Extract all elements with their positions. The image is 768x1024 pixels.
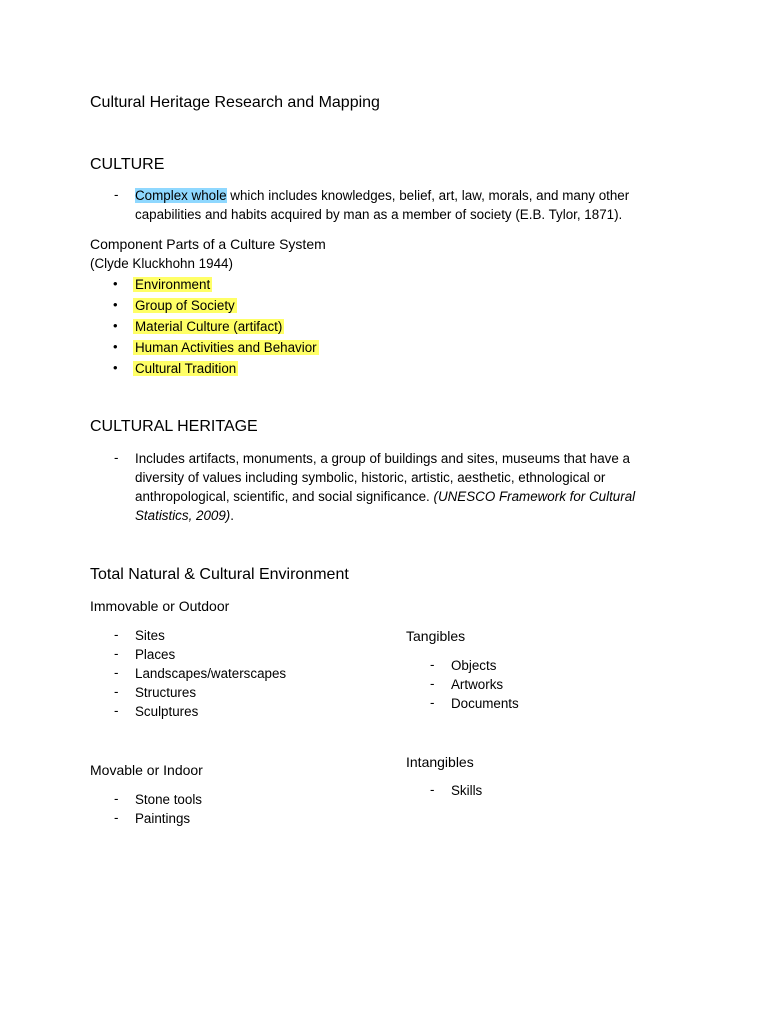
dash-marker: -	[430, 657, 435, 672]
heritage-line3-text: anthropological, scientific, and social significance.	[135, 489, 434, 504]
list-item: Landscapes/waterscapes	[135, 666, 287, 681]
bullet-icon: •	[113, 297, 118, 312]
component-item-label: Environment	[135, 277, 211, 292]
heritage-line2: diversity of values including symbolic, historic, artistic, aesthetic, ethnological or	[135, 470, 606, 485]
bullet-icon: •	[113, 318, 118, 333]
dash-marker: -	[114, 684, 119, 699]
culture-definition-line1	[135, 186, 629, 205]
dash-marker: -	[114, 450, 119, 465]
culture-definition-line2: capabilities and habits acquired by man as a member of society (E.B. Tylor, 1871).	[135, 207, 623, 222]
dash-marker: -	[114, 627, 119, 642]
component-parts-heading: Component Parts of a Culture System	[90, 236, 326, 252]
dash-marker: -	[430, 782, 435, 797]
movable-heading: Movable or Indoor	[90, 762, 203, 778]
definition-text: which includes knowledges, belief, art, law, morals, and many other	[226, 188, 630, 203]
list-item: Sites	[135, 628, 165, 643]
document-title: Cultural Heritage Research and Mapping	[90, 94, 380, 111]
highlighted-term: Complex whole	[135, 188, 227, 203]
list-item: Skills	[451, 783, 483, 798]
bullet-icon: •	[113, 339, 118, 354]
heritage-line1: Includes artifacts, monuments, a group of buildings and sites, museums that have a	[135, 451, 630, 466]
cultural-heritage-heading: CULTURAL HERITAGE	[90, 418, 258, 435]
component-item	[133, 296, 237, 315]
dash-marker: -	[114, 703, 119, 718]
component-item-label: Cultural Tradition	[135, 361, 237, 376]
list-item: Sculptures	[135, 704, 199, 719]
environment-heading: Total Natural & Cultural Environment	[90, 566, 349, 583]
component-item	[133, 338, 319, 357]
dash-marker: -	[114, 646, 119, 661]
list-item: Objects	[451, 658, 497, 673]
culture-heading: CULTURE	[90, 156, 165, 173]
list-item: Artworks	[451, 677, 504, 692]
component-item-label: Group of Society	[135, 298, 235, 313]
list-item: Places	[135, 647, 176, 662]
intangibles-heading: Intangibles	[406, 754, 474, 770]
heritage-line4	[135, 506, 234, 525]
component-item-label: Human Activities and Behavior	[135, 340, 317, 355]
component-parts-source: (Clyde Kluckhohn 1944)	[90, 256, 233, 271]
bullet-icon: •	[113, 360, 118, 375]
list-item: Paintings	[135, 811, 191, 826]
dash-marker: -	[114, 665, 119, 680]
heritage-citation-cont: Statistics, 2009)	[135, 508, 231, 523]
heritage-period: .	[230, 508, 234, 523]
immovable-heading: Immovable or Outdoor	[90, 598, 230, 614]
component-item-label: Material Culture (artifact)	[135, 319, 283, 334]
list-item: Stone tools	[135, 792, 202, 807]
dash-marker: -	[114, 791, 119, 806]
dash-marker: -	[114, 187, 119, 202]
component-item	[133, 275, 212, 294]
list-item: Structures	[135, 685, 197, 700]
dash-marker: -	[430, 695, 435, 710]
bullet-icon: •	[113, 276, 118, 291]
heritage-line3	[135, 487, 635, 506]
dash-marker: -	[114, 810, 119, 825]
dash-marker: -	[430, 676, 435, 691]
component-item	[133, 359, 238, 378]
heritage-citation: (UNESCO Framework for Cultural	[433, 489, 636, 504]
tangibles-heading: Tangibles	[406, 628, 466, 644]
component-item	[133, 317, 284, 336]
list-item: Documents	[451, 696, 519, 711]
